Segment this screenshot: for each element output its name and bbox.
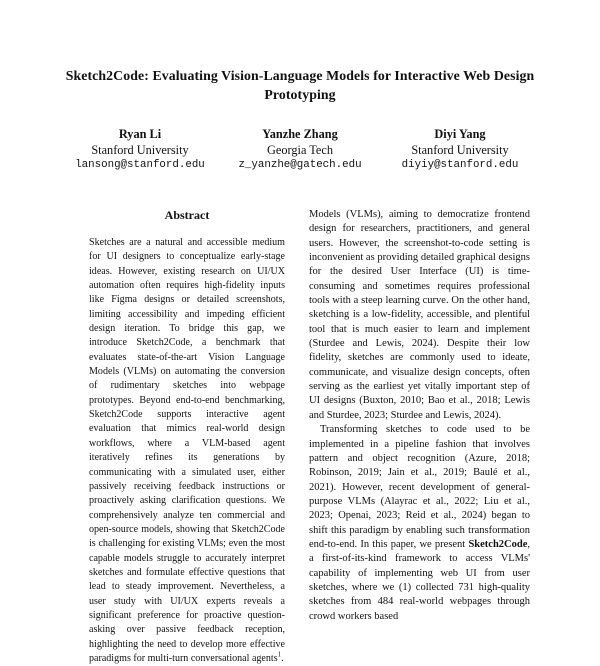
- author-name: Ryan Li: [118, 127, 162, 141]
- author-block: [60, 127, 540, 174]
- author-email: lansong@stanford.edu: [75, 159, 205, 171]
- para2-bold-name: Sketch2Code: [468, 538, 528, 550]
- author-2: [220, 127, 380, 174]
- abstract-text: [89, 236, 285, 666]
- abstract-end: .: [281, 652, 284, 664]
- author-name: Yanzhe Zhang: [262, 127, 338, 141]
- author-3: [380, 127, 540, 174]
- footnote-mark: 1: [277, 650, 282, 659]
- author-1: [60, 127, 220, 174]
- author-affiliation: Stanford University: [91, 142, 189, 157]
- body-paragraph-1: Models (VLMs), aiming to democratize frontend design for researchers, practitioners, and general users. However, the screenshot-to-code setting is inconvenient as providing detailed graphical designs for the desired User Interface (UI) is time-consuming and sometimes requires professional tools with a steep learning curve. On the other hand, sketching is a low-fidelity, accessible, and plentiful tool that is much easier to learn and implement (Sturdee and Lewis, 2024). Despite their low fidelity, sketches are commonly used to ideate, communicate, and visualize design concepts, often serving as the earliest yet vitally important step of UI designs (Buxton, 2010; Bao et al., 2018; Lewis and Sturdee, 2023; Sturdee and Lewis, 2024).: [309, 209, 530, 421]
- author-email: z_yanzhe@gatech.edu: [238, 159, 362, 171]
- para2-text-a: Transforming sketches to code used to be implemented in a pipeline fashion that involves pattern and object recognition (Azure, 2018; Robinson, 2019; Jain et al., 2019; Baulé et al., 2021). However, recent development of general-purpose VLMs (Alayrac et al., 2022; Liu et al., 2023; Openai, 2023; Reid et al., 2024) began to shift this paradigm by enabling such transformation end-to-end. In this paper, we present: [309, 424, 530, 550]
- abstract-body: Sketches are a natural and accessible medium for UI designers to conceptualize early-stage ideas. However, existing research on UI/UX automation often requires high-fidelity inputs like Figma designs or detailed screenshots, limiting accessibility and impeding efficient design iteration. To bridge this gap, we introduce Sketch2Code, a benchmark that evaluates state-of-the-art Vision Language Models (VLMs) on automating the conversion of rudimentary sketches into webpage prototypes. Beyond end-to-end benchmarking, Sketch2Code supports interactive agent evaluation that mimics real-world design workflows, where a VLM-based agent iteratively refines its generations by communicating with a simulated user, either passively receiving feedback instructions or proactively asking clarification questions. We comprehensively analyze ten commercial and open-source models, showing that Sketch2Code is challenging for existing VLMs; even the most capable models struggle to accurately interpret sketches and formulate effective questions that lead to steady improvement. Nevertheless, a user study with UI/UX experts reveals a significant preference for proactive question-asking over passive feedback reception, highlighting the need to develop more effective paradigms for multi-turn conversational agents: [89, 237, 285, 664]
- author-affiliation: Georgia Tech: [267, 142, 333, 157]
- para2-text-b: , a first-of-its-kind framework to access VLMs' capability of implementing web UI from user sketches, where we (1) collected 731 high-quality sketches from 484 real-world webpages through crowd workers based: [309, 538, 530, 622]
- author-affiliation: Stanford University: [411, 142, 509, 157]
- paper-title: Sketch2Code: Evaluating Vision-Language Models for Interactive Web Design Prototyping: [65, 68, 535, 102]
- author-email: diyiy@stanford.edu: [401, 159, 519, 171]
- body-column: [309, 208, 530, 624]
- author-name: Diyi Yang: [434, 127, 486, 141]
- abstract-heading: Abstract: [164, 208, 210, 222]
- body-paragraph-2: [309, 423, 530, 624]
- abstract-column: [89, 208, 285, 666]
